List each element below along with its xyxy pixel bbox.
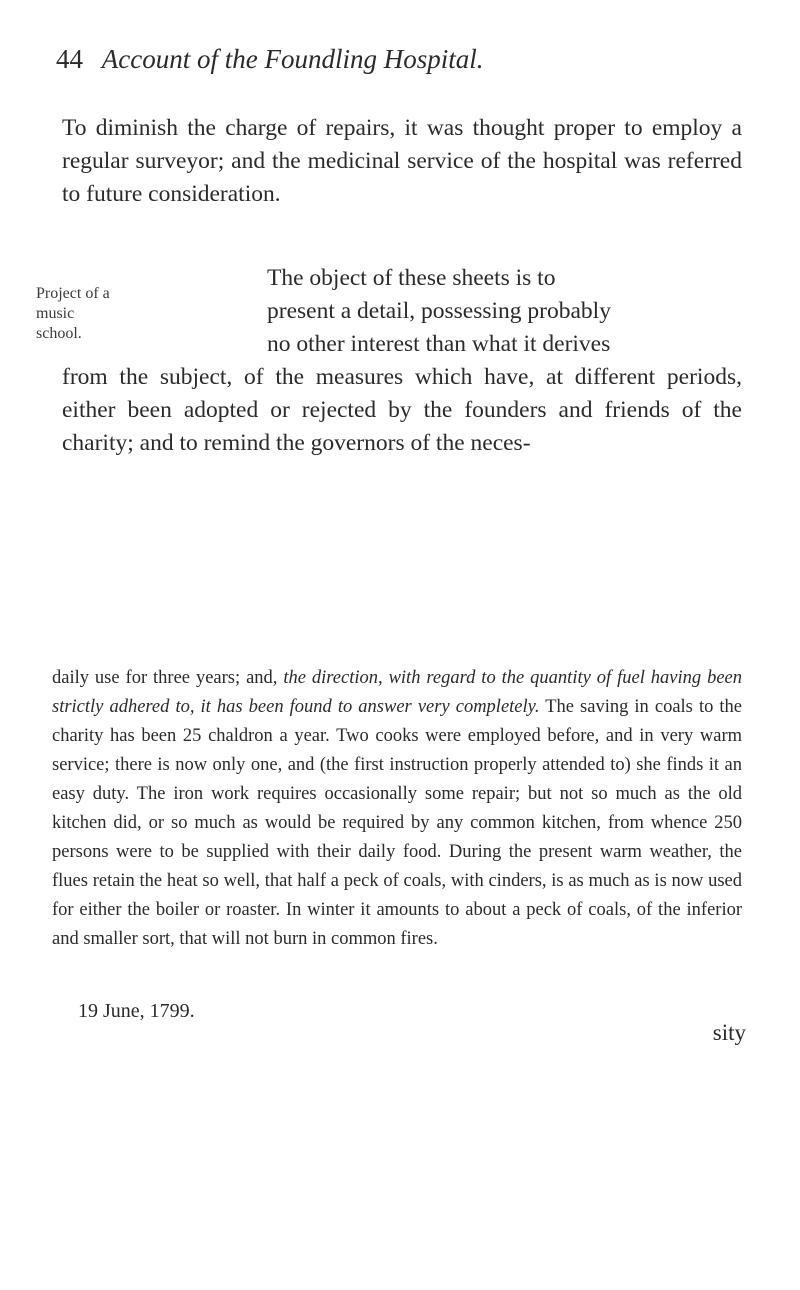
footnote-italic: the direction, with regard to the quantity of fuel having been strictly adhered to, it has been found to answer very completely. — [52, 668, 742, 717]
paragraph-repairs: To diminish the charge of repairs, it was thought proper to employ a regular surveyor; and the medicinal service of the hospital was referred to future consideration. — [62, 115, 742, 207]
paragraph-object-line-2: present a detail, possessing probably — [267, 298, 611, 324]
paragraph-object — [62, 262, 742, 460]
margin-note: Project of a music school. — [36, 285, 110, 342]
running-head — [56, 44, 756, 75]
footnote-date: 19 June, 1799. — [78, 1000, 195, 1022]
footnote — [52, 664, 742, 954]
footnote-text-2: The saving in coals to the charity has been 25 chaldron a year. Two cooks were employed before, and in very warm service; there is now only one, and (the first instruction properly attended to) she finds it an easy duty. The iron work requires occasionally some repair; but not so much as the old kitchen did, or so much as would be required by any common kitchen, from whence 250 persons were to be supplied with their daily food. During the present warm weather, the flues retain the heat so well, that half a peck of coals, with cinders, is as much as is now used for either the boiler or roaster. In winter it amounts to about a peck of coals, of the inferior and smaller sort, that will not burn in common fires. — [52, 697, 742, 949]
page-number: 44 — [56, 44, 83, 74]
paragraph-object-rest: from the subject, of the measures which have, at different periods, either been adopted or rejected by the founders and friends of the charity; and to remind the governors of the neces- — [62, 364, 742, 456]
footnote-text-1: daily use for three years; and, — [52, 668, 284, 688]
paragraph-object-line-1: The object of these sheets is to — [267, 265, 556, 291]
running-title: Account of the Foundling Hospital. — [101, 44, 484, 74]
paragraph-object-line-3: no other interest than what it derives — [267, 331, 611, 357]
catchword: sity — [712, 1020, 746, 1045]
